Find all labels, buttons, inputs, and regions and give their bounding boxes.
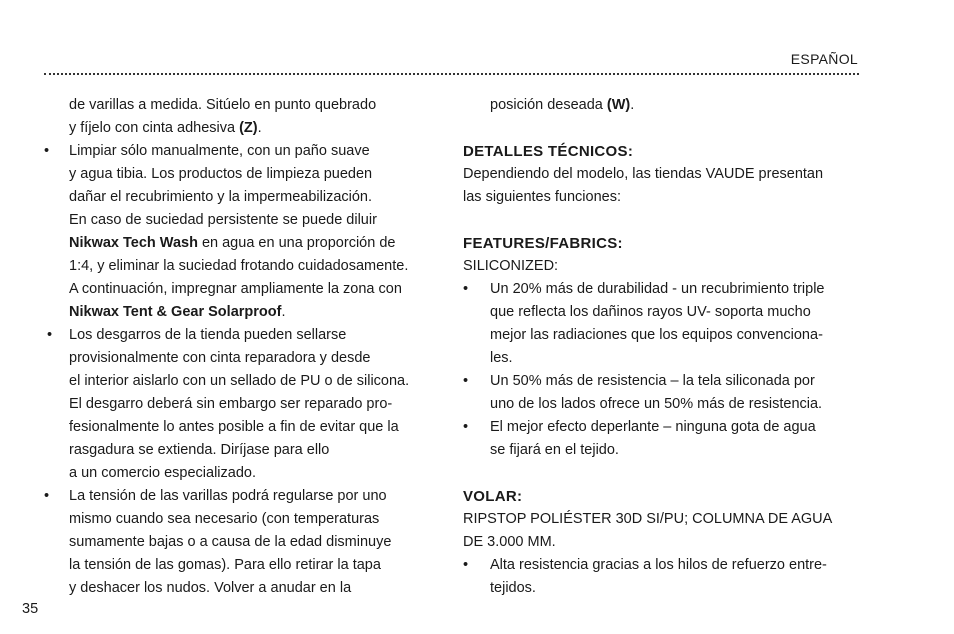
section-heading: VOLAR: (463, 488, 523, 505)
list-item: • Los desgarros de la tienda pueden sellarse (47, 327, 347, 343)
text-line: sumamente bajas o a causa de la edad disminuye (69, 534, 392, 550)
text-line: Nikwax Tech Wash en agua en una proporción de (69, 235, 396, 251)
text-line: y deshacer los nudos. Volver a anudar en la (69, 580, 352, 596)
text-line: el interior aislarlo con un sellado de PU o de silicona. (69, 373, 410, 389)
text-line: El desgarro deberá sin embargo ser reparado pro- (69, 396, 393, 412)
text-line: se fijará en el tejido. (490, 442, 619, 458)
text-line: y fíjelo con cinta adhesiva (Z). (69, 120, 262, 136)
section-heading: FEATURES/FABRICS: (463, 235, 623, 252)
text-line: a un comercio especializado. (69, 465, 256, 481)
text-line: fesionalmente lo antes posible a fin de evitar que la (69, 419, 399, 435)
list-item: • Alta resistencia gracias a los hilos de refuerzo entre- (463, 557, 827, 573)
text-line: tejidos. (490, 580, 536, 596)
text-line: les. (490, 350, 513, 366)
list-item: • Un 50% más de resistencia – la tela siliconada por (463, 373, 815, 389)
section-heading: DETALLES TÉCNICOS: (463, 143, 634, 160)
list-item: • Limpiar sólo manualmente, con un paño suave (44, 143, 370, 159)
text-line: de varillas a medida. Sitúelo en punto quebrado (69, 97, 377, 113)
text-line: Dependiendo del modelo, las tiendas VAUDE presentan (463, 166, 824, 182)
text-line: mismo cuando sea necesario (con temperaturas (69, 511, 380, 527)
text-line: y agua tibia. Los productos de limpieza pueden (69, 166, 373, 182)
text-line: RIPSTOP POLIÉSTER 30D SI/PU; COLUMNA DE AGUA (463, 511, 833, 527)
list-item: • Un 20% más de durabilidad - un recubrimiento triple (463, 281, 825, 297)
list-item: • La tensión de las varillas podrá regularse por uno (44, 488, 387, 504)
left-column (44, 94, 444, 600)
text-line: uno de los lados ofrece un 50% más de resistencia. (490, 396, 823, 412)
right-column (463, 94, 863, 600)
text-line: provisionalmente con cinta reparadora y desde (69, 350, 371, 366)
text-line: la tensión de las gomas). Para ello retirar la tapa (69, 557, 381, 573)
list-item: • El mejor efecto deperlante – ninguna gota de agua (463, 419, 816, 435)
text-line: Nikwax Tent & Gear Solarproof. (69, 304, 286, 320)
text-line: A continuación, impregnar ampliamente la zona con (69, 281, 402, 297)
text-line: posición deseada (W). (490, 97, 635, 113)
text-line: que reflecta los dañinos rayos UV- soporta mucho (490, 304, 811, 320)
text-line: En caso de suciedad persistente se puede diluir (69, 212, 377, 228)
text-line: las siguientes funciones: (463, 189, 621, 205)
text-line: mejor las radiaciones que los equipos convenciona- (490, 327, 823, 343)
language-label: ESPAÑOL (790, 51, 858, 67)
text-line: 1:4, y eliminar la suciedad frotando cuidadosamente. (69, 258, 409, 274)
page-number: 35 (22, 601, 39, 617)
dotted-divider (44, 73, 859, 75)
subheading: SILICONIZED: (463, 258, 559, 274)
text-line: dañar el recubrimiento y la impermeabilización. (69, 189, 373, 205)
text-line: DE 3.000 MM. (463, 534, 556, 550)
text-line: rasgadura se extienda. Diríjase para ello (69, 442, 330, 458)
